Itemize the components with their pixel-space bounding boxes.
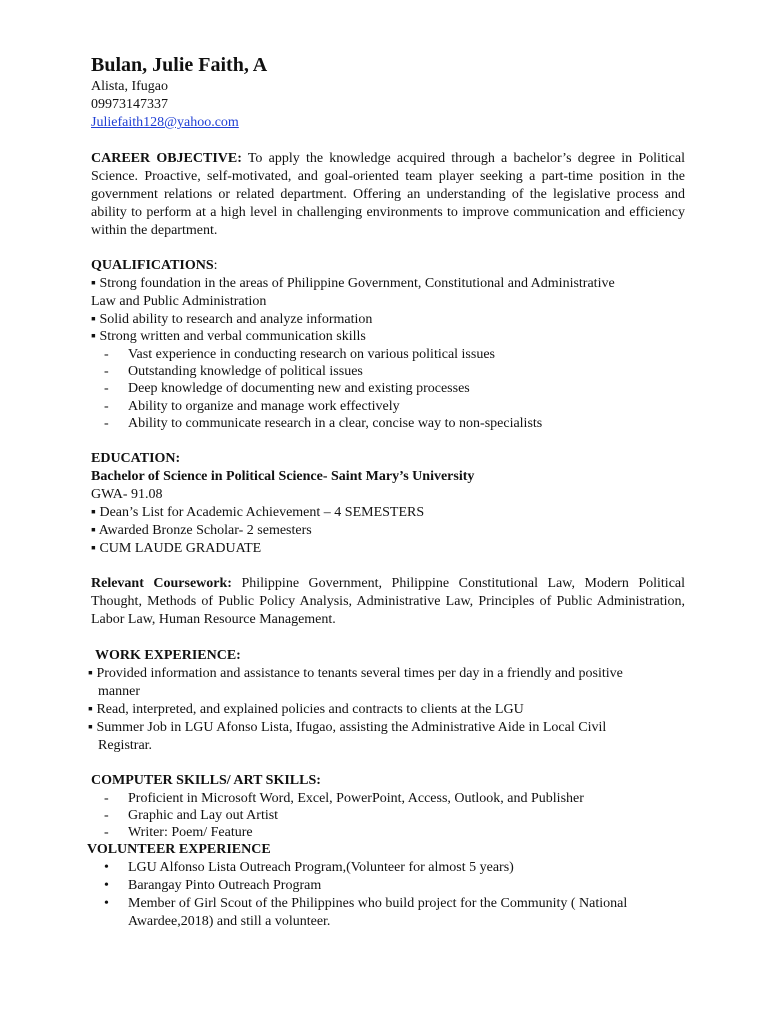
work-item: ▪ Provided information and assistance to tenants several times per day in a friendly and positive manner [88, 666, 623, 699]
volunteer-item: • LGU Alfonso Lista Outreach Program,(Volunteer for almost 5 years) [104, 860, 514, 875]
qualification-bullet-1-cont: Law and Public Administration [91, 294, 267, 309]
coursework-label: Relevant Coursework: [91, 576, 232, 591]
qualification-bullet-1: ▪ Strong foundation in the areas of Philippine Government, Constitutional and Administrative [91, 276, 615, 291]
qualification-sub-item: - Outstanding knowledge of political issues [104, 364, 363, 379]
volunteer-item: • Member of Girl Scout of the Philippines who build project for the Community ( National Awardee,2018) and still a volunteer. [104, 896, 628, 929]
qualifications-heading: QUALIFICATIONS: [91, 258, 218, 273]
qualification-sub-item: - Ability to communicate research in a clear, concise way to non-specialists [104, 416, 543, 431]
qualification-bullet-3: ▪ Strong written and verbal communication skills [91, 329, 366, 344]
work-experience-heading: WORK EXPERIENCE: [95, 648, 241, 663]
address: Alista, Ifugao [91, 79, 168, 94]
education-item: ▪ Awarded Bronze Scholar- 2 semesters [91, 523, 312, 538]
computer-skill-item: - Graphic and Lay out Artist [104, 808, 279, 823]
computer-skill-item: - Writer: Poem/ Feature [104, 825, 253, 840]
gwa: GWA- 91.08 [91, 487, 163, 502]
qualification-bullet-2: ▪ Solid ability to research and analyze information [91, 312, 373, 327]
volunteer-heading: VOLUNTEER EXPERIENCE [87, 842, 271, 857]
qualification-sub-item: - Vast experience in conducting research on various political issues [104, 347, 495, 362]
qualification-sub-item: - Ability to organize and manage work effectively [104, 399, 400, 414]
work-item: ▪ Read, interpreted, and explained policies and contracts to clients at the LGU [88, 702, 524, 717]
qualification-sub-item: - Deep knowledge of documenting new and existing processes [104, 381, 470, 396]
computer-skills-heading: COMPUTER SKILLS/ ART SKILLS: [91, 773, 321, 788]
career-objective [91, 150, 685, 240]
career-objective-label: CAREER OBJECTIVE: [91, 151, 242, 166]
phone-number: 09973147337 [91, 97, 168, 112]
computer-skill-item: - Proficient in Microsoft Word, Excel, PowerPoint, Access, Outlook, and Publisher [104, 791, 584, 806]
career-objective-text: To apply the knowledge acquired through a bachelor’s degree in Political Science. Proactive, self-motivated, and goal-oriented team player seeking a part-time position in the government relations or related department. Offering an understanding of the legislative process and ability to perform at a high level in challenging environments to improve communication and efficiency within the department. [91, 151, 685, 238]
education-item: ▪ CUM LAUDE GRADUATE [91, 541, 262, 556]
education-heading: EDUCATION: [91, 451, 181, 466]
education-item: ▪ Dean’s List for Academic Achievement – 4 SEMESTERS [91, 505, 425, 520]
volunteer-item: • Barangay Pinto Outreach Program [104, 878, 322, 893]
email-link[interactable]: Juliefaith128@yahoo.com [91, 115, 239, 130]
work-item: ▪ Summer Job in LGU Afonso Lista, Ifugao, assisting the Administrative Aide in Local Civil Registrar. [88, 720, 607, 753]
degree: Bachelor of Science in Political Science- Saint Mary’s University [91, 469, 475, 484]
applicant-name: Bulan, Julie Faith, A [91, 54, 268, 76]
relevant-coursework [91, 575, 685, 629]
qualifications-heading-text: QUALIFICATIONS [91, 258, 214, 273]
coursework-text: Philippine Government, Philippine Constitutional Law, Modern Political Thought, Methods of Public Policy Analysis, Administrative Law, Principles of Public Administration, Labor Law, Human Resource Management. [91, 576, 686, 627]
